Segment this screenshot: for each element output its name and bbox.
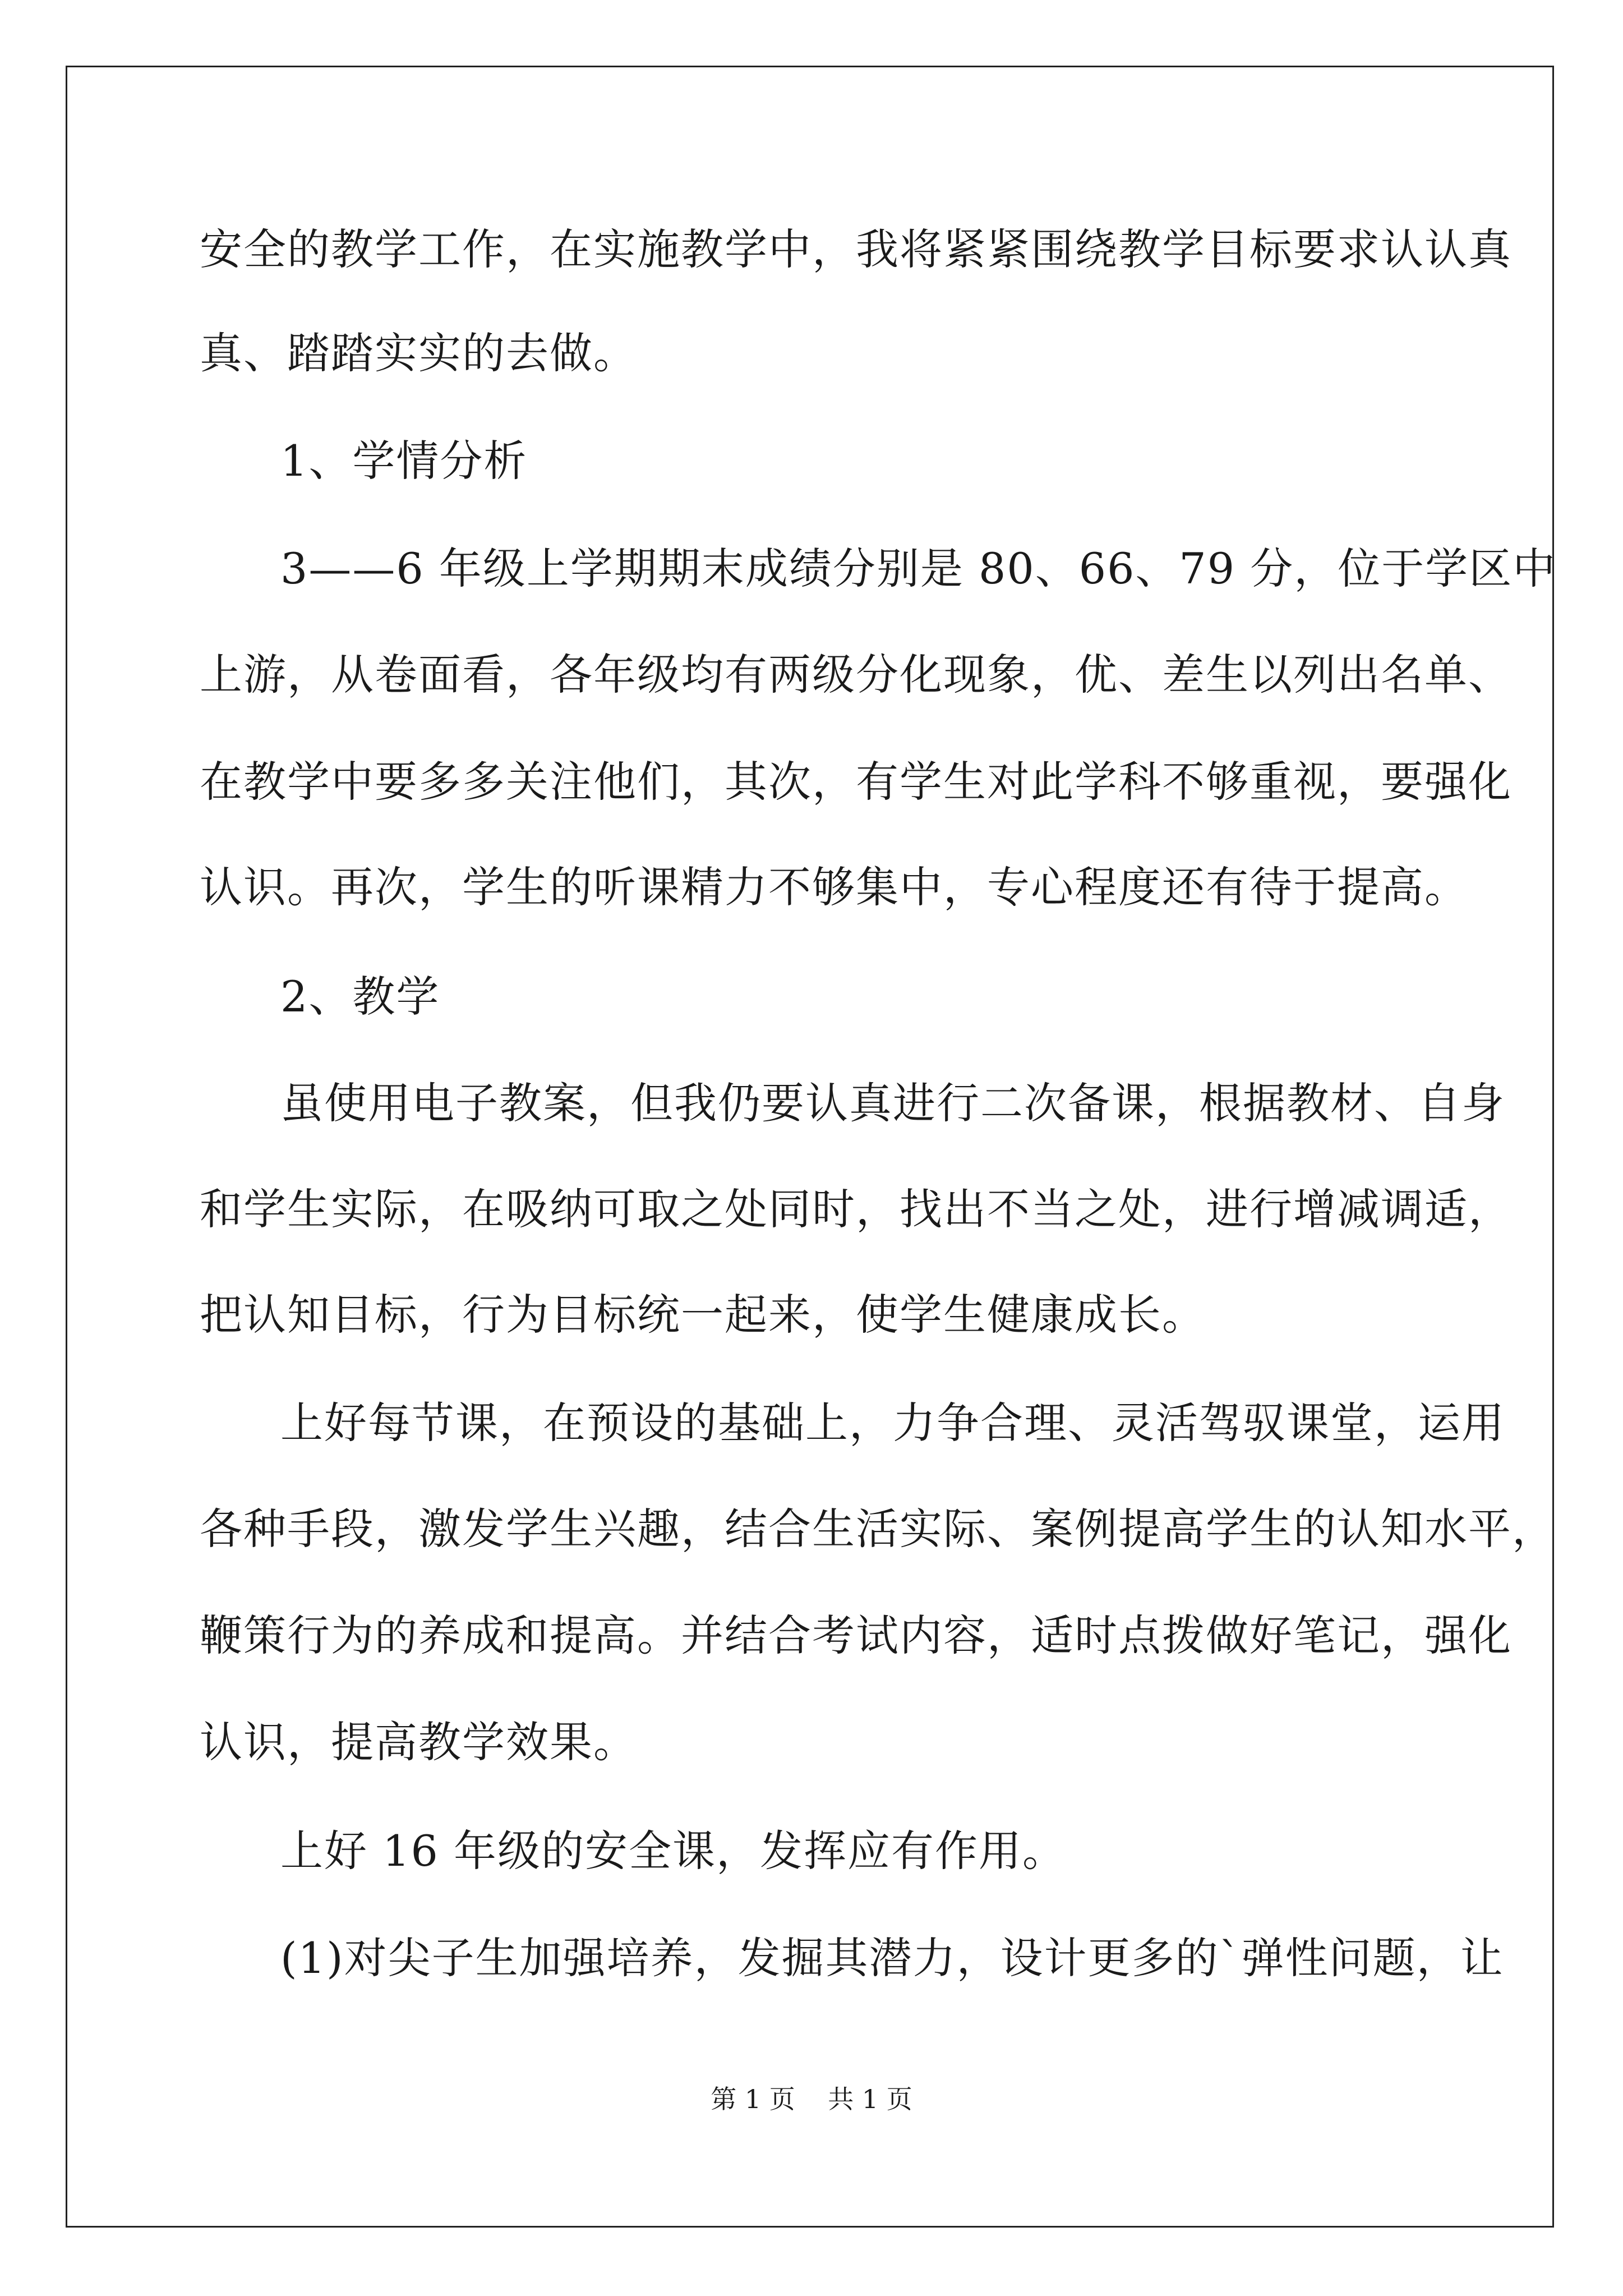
text-line: 认识。再次，学生的听课精力不够集中，专心程度还有待于提高。 <box>200 862 1468 912</box>
text-line: 各种手段，激发学生兴趣，结合生活实际、案例提高学生的认知水平， <box>200 1504 1556 1554</box>
text-line: 把认知目标，行为目标统一起来，使学生健康成长。 <box>200 1290 1206 1340</box>
page-number: 第 1 页 共 1 页 <box>711 2084 912 2114</box>
text-line: 上好每节课，在预设的基础上，力争合理、灵活驾驭课堂，运用 <box>280 1398 1505 1448</box>
section-heading: 1、学情分析 <box>280 436 528 486</box>
section-heading: 2、教学 <box>280 972 440 1022</box>
text-line: 虽使用电子教案，但我仍要认真进行二次备课，根据教材、自身 <box>280 1078 1505 1128</box>
text-line: 和学生实际，在吸纳可取之处同时，找出不当之处，进行增减调适， <box>200 1184 1512 1234</box>
page-border <box>66 66 1554 2228</box>
text-line: (1)对尖子生加强培养，发掘其潜力，设计更多的`弹性问题，让 <box>280 1933 1504 1983</box>
text-line: 在教学中要多多关注他们，其次，有学生对此学科不够重视，要强化 <box>200 757 1512 807</box>
text-line: 上游，从卷面看，各年级均有两级分化现象，优、差生以列出名单、 <box>200 650 1512 700</box>
text-line: 安全的教学工作，在实施教学中，我将紧紧围绕教学目标要求认认真 <box>200 224 1512 274</box>
text-line: 上好 16 年级的安全课，发挥应有作用。 <box>280 1826 1067 1876</box>
text-line: 3——6 年级上学期期末成绩分别是 80、66、79 分，位于学区中 <box>280 544 1557 593</box>
text-line: 真、踏踏实实的去做。 <box>200 328 637 378</box>
text-line: 认识，提高教学效果。 <box>200 1717 637 1767</box>
text-line: 鞭策行为的养成和提高。并结合考试内容，适时点拨做好笔记，强化 <box>200 1611 1512 1660</box>
